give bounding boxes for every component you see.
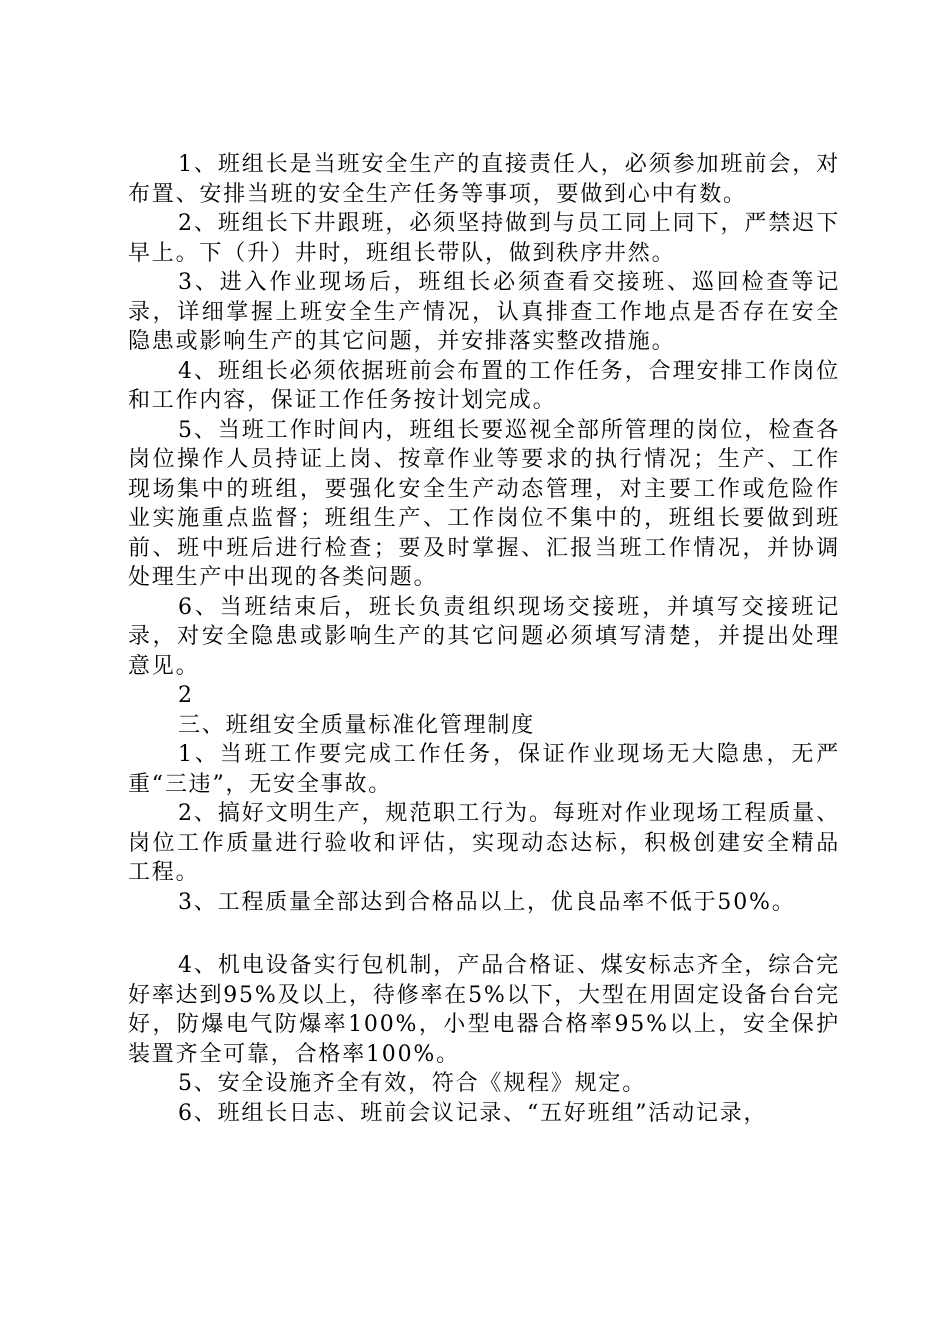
page-number: 2	[178, 683, 192, 708]
blank-gap	[128, 917, 840, 951]
paragraph-3-1: 4、机电设备实行包机制，产品合格证、煤安标志齐全，综合完好率达到95%及以上，待修率在5%以下，大型在用固定设备台台完好，防爆电气防爆率100%，小型电器合格率95%以上，安全保护装置齐全可靠，合格率100%。	[128, 953, 840, 1067]
document-page	[128, 150, 840, 1128]
paragraph-1-5: 5、当班工作时间内，班组长要巡视全部所管理的岗位，检查各岗位操作人员持证上岗、按章作业等要求的执行情况；生产、工作现场集中的班组，要强化安全生产动态管理，对主要工作或危险作业实施重点监督；班组生产、工作岗位不集中的，班组长要做到班前、班中班后进行检查；要及时掌握、汇报当班工作情况，并协调处理生产中出现的各类问题。	[128, 417, 840, 590]
paragraph-1-6: 6、当班结束后，班长负责组织现场交接班，并填写交接班记录，对安全隐患或影响生产的其它问题必须填写清楚，并提出处理意见。	[128, 594, 840, 679]
paragraph-3-3: 6、班组长日志、班前会议记录、“五好班组”活动记录，	[178, 1100, 768, 1126]
paragraph-3-2: 5、安全设施齐全有效，符合《规程》规定。	[178, 1071, 646, 1096]
paragraph-1-2: 2、班组长下井跟班，必须坚持做到与员工同上同下，严禁迟下早上。下（升）井时，班组长带队，做到秩序井然。	[128, 211, 840, 266]
paragraph-2-1: 1、当班工作要完成工作任务，保证作业现场无大隐患，无严重“三违”，无安全事故。	[128, 742, 840, 797]
paragraph-1-3: 3、进入作业现场后，班组长必须查看交接班、巡回检查等记录，详细掌握上班安全生产情况，认真排查工作地点是否存在安全隐患或影响生产的其它问题，并安排落实整改措施。	[128, 270, 840, 354]
paragraph-2-3: 3、工程质量全部达到合格品以上，优良品率不低于50%。	[178, 889, 796, 915]
paragraph-1-1: 1、班组长是当班安全生产的直接责任人，必须参加班前会，对布置、安排当班的安全生产任务等事项，要做到心中有数。	[128, 152, 840, 207]
paragraph-2-2: 2、搞好文明生产，规范职工行为。每班对作业现场工程质量、岗位工作质量进行验收和评估，实现动态达标，积极创建安全精品工程。	[128, 801, 840, 885]
paragraph-1-4: 4、班组长必须依据班前会布置的工作任务，合理安排工作岗位和工作内容，保证工作任务按计划完成。	[128, 358, 840, 413]
section-title: 三、班组安全质量标准化管理制度	[178, 712, 536, 738]
